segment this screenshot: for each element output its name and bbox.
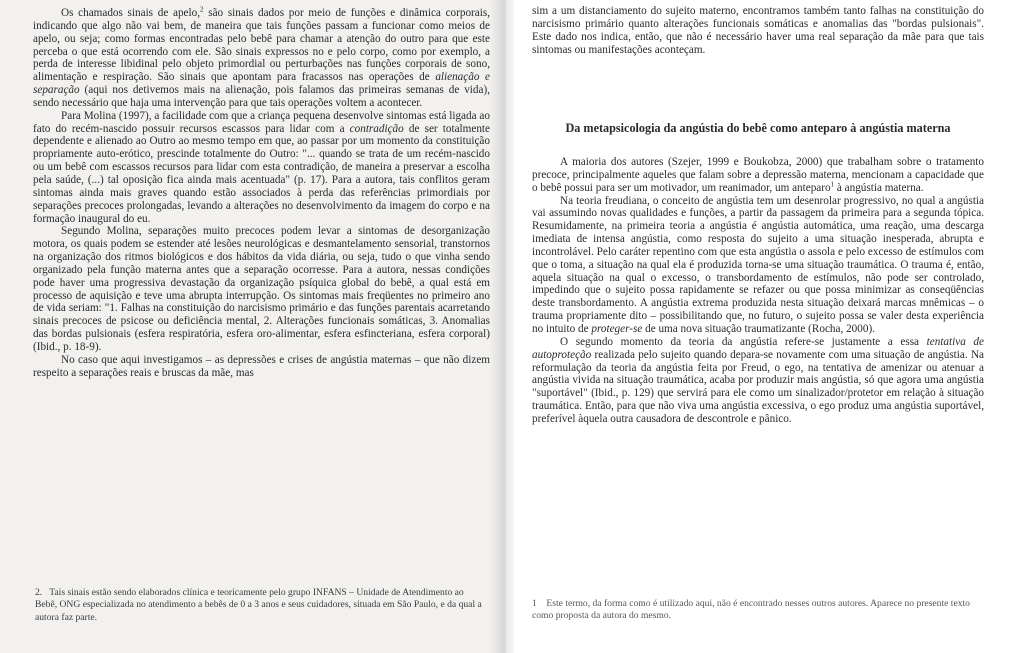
footnote [35,587,487,624]
emphasis-text: contradição [349,122,404,135]
section-heading: Da metapsicologia da angústia do bebê como anteparo à angústia materna [565,121,951,135]
footnote-marker: 2 [200,5,204,14]
paragraph [33,7,490,110]
text-run: à angústia materna. [834,181,924,194]
text-run: Na teoria freudiana, o conceito de angústia tem um desenrolar progressivo, no qual a angústia vai assumindo novas qualidades e funções, a partir da passagem da primeira para a segunda tópica. Resumidamente, na primeira teoria a angústia é angústia automática, uma reação, uma descarga imediata de intensa angústia, como resposta do sujeito a uma situação inesperada, abrupta e incontrolável. Pelo caráter repentino com que esta angústia o assola e pelo excesso de estímulos com que o toma, a situação na qual ela é produzida torna-se uma situação traumática. O trauma é, então, aquela situação na qual o excesso, o transbordamento de estímulos, não pode ser controlado, impedindo que o sujeito possa rapidamente se refazer ou que possa minimizar as conseqüências deste transbordamento. A angústia extrema produzida nesta situação deixará marcas mnêmicas – o trauma propriamente dito – possibilitando que, no futuro, o sujeito possa se valer desta experiência no intuito de [532,194,984,335]
left-page-body [33,7,490,379]
text-run: (aqui nos detivemos mais na alienação, pois falamos das primeiras semanas de vida), sendo necessário que haja uma intervenção para que tais operações voltem a acontecer. [33,84,490,109]
paragraph [33,354,490,380]
right-page [506,0,1012,653]
emphasis-text: proteger-se [591,322,643,335]
text-run: Os chamados sinais de apelo, [61,7,201,19]
text-run: realizada pelo sujeito quando depara-se novamente com uma situação de angústia. Na reformulação da teoria da angústia feita por Freud, o ego, na tentativa de amenizar ou atenuar a angústia vivida na situação traumática, acaba por produzir mais angústia, só que agora uma angústia "suportável" (Ibid., p. 129) que servirá para ele como um sinalizador/protetor em relação à situação traumática. Então, para que não viva uma angústia excessiva, o ego produz uma angústia suportável, preferível àquela outra causadora de descontrole e pânico. [532,348,984,425]
footnote-text: Tais sinais estão sendo elaborados clínica e teoricamente pelo grupo INFANS – Unidade de Atendimento ao Bebê, ONG especializada no atendimento a bebês de 0 a 3 anos e seus cuidadores, situada em São Paulo, e da qual a autora faz parte. [35,587,482,623]
right-page-body [532,156,984,426]
text-run: O segundo momento da teoria da angústia refere-se justamente a essa [560,335,927,348]
text-run: No caso que aqui investigamos – as depressões e crises de angústia maternas – que não dizem respeito a separações reais e bruscas da mãe, mas [33,353,490,379]
right-page-opening [532,5,984,56]
text-run: são sinais dados por meio de funções e dinâmica corporais, indicando que algo não vai bem, de maneira que tais funções passam a funcionar como meios de apelo, ou seja; como formas encontradas pelo bebê para chamar a atenção do outro para que este perceba o que está ocorrendo com ele. São sinais expressos no e pelo corpo, como por exemplo, a perda de interesse libidinal pelo objeto primordial ou perturbações nas funções corporais de sono, alimentação e respiração. São sinais que apontam para fracassos nas operações de [33,7,490,84]
emphasis-text: alienação e separação [33,71,490,97]
footnote-marker: 1 [830,179,835,188]
footnote-number: 1 [532,598,537,609]
text-run: de ser totalmente dependente e alienado ao Outro ao mesmo tempo em que, ao passar por um momento da constituição propriamente auto-erótico, prescinde totalmente do Outro: "... quando se trata de um recém-nascido ou um bebê com escassos recursos para lidar com esta contradição, de maneira a preservar a escolha pela saúde, (...) tal oposição fica ainda mais acentuada" (p. 17). Para a autora, tais conflitos geram sintomas ainda mais graves quando estão associados à perda das referências primordiais por separações precoces prolongadas, levando a alterações no desenvolvimento da imagem do corpo e na formação inaugural do eu. [33,122,490,225]
text-run: de uma nova situação traumatizante (Rocha, 2000). [642,322,875,335]
footnote [532,598,984,623]
footnote-text: Este termo, da forma como é utilizado aqui, não é encontrado nesses outros autores. Aparece no presente texto como proposta da autora do mesmo. [532,598,970,622]
emphasis-text: tentativa de autoproteção [532,335,984,361]
paragraph [532,336,984,426]
paragraph [33,225,490,353]
paragraph [33,110,490,226]
text-run: A maioria dos autores (Szejer, 1999 e Boukobza, 2000) que trabalham sobre o tratamento precoce, principalmente aqueles que falam sobre a depressão materna, mencionam a capacidade que o bebê possui para ser um motivador, um reanimador, um anteparo [532,156,984,194]
paragraph [532,195,984,336]
footnote-number: 2. [35,587,43,598]
text-run: Para Molina (1997), a facilidade com que a criança pequena desenvolve sintomas está ligada ao fato do recém-nascido possuir recursos escassos para lidar com a [33,109,490,135]
paragraph: sim a um distanciamento do sujeito materno, encontramos também tanto falhas na constituição do narcisismo primário quanto alterações funcionais somáticas e anomalias das "bordas pulsionais". Este dado nos indica, então, que não é necessário haver uma real separação da mãe para que tais sintomas ou manifestações aconteçam. [532,5,984,56]
text-run: Segundo Molina, separações muito precoces podem levar a sintomas de desorganização motora, os quais podem se estender até lesões neurológicas e desmantelamento sensorial, transtornos na organização dos ritmos biológicos e dos hábitos da vida diária, ou seja, tudo o que vinha sendo organizado pela função materna antes que a separação ocorresse. Para a autora, nessas condições pode haver uma progressiva devastação da organização psíquica global do bebê, a qual está em processo de aquisição e teve uma abrupta interrupção. Os sintomas mais freqüentes no primeiro ano de vida seriam: "1. Falhas na constituição do narcisismo primário e das funções parentais acarretando sinais precoces de psicose ou deficiência mental, 2. Alterações funcionais somáticas, 3. Anomalias das bordas pulsionais (esfera respiratória, esfera oro-alimentar, esfera esfincteriana, esfera corporal) (Ibid., p. 18-9). [33,225,490,353]
paragraph [532,156,984,195]
